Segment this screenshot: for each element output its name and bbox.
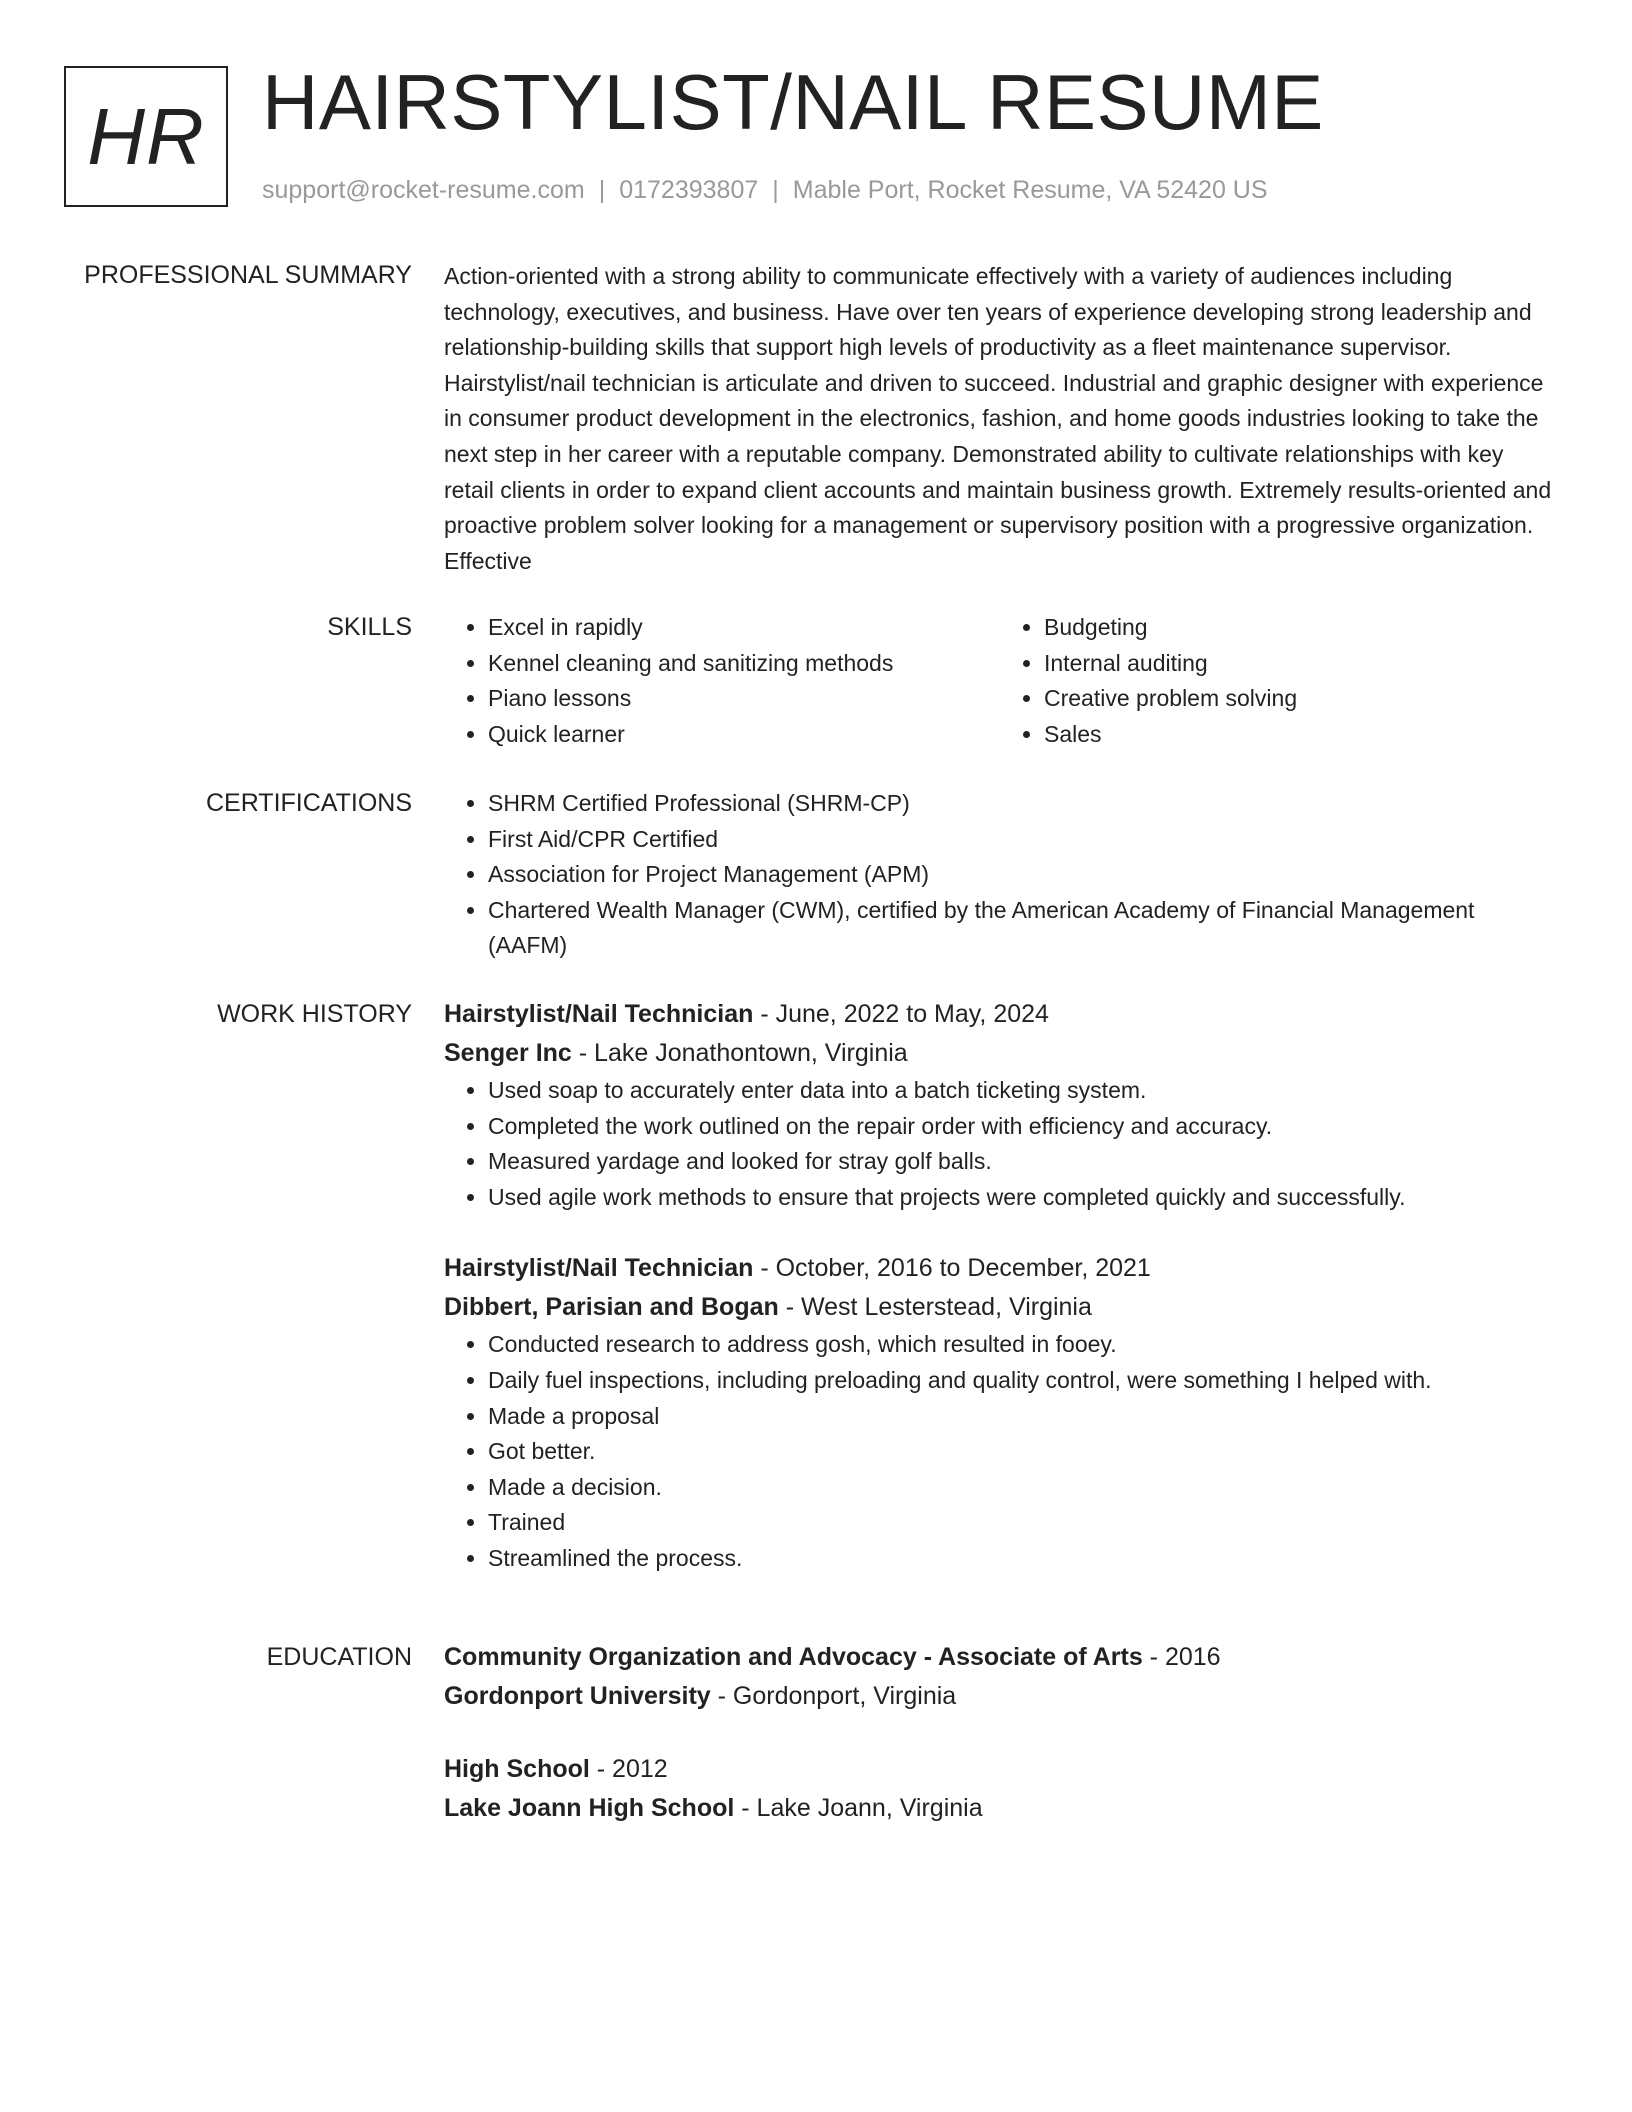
skill-item: • Piano lessons — [488, 681, 1000, 717]
job-location: - West Lesterstead, Virginia — [778, 1293, 1092, 1322]
skills-list-left — [444, 610, 1000, 752]
summary-text: Action-oriented with a strong ability to communicate effectively with a variety of audiences including technology, executives, and business. Have over ten years of experience developing strong leadership and relationship-building skills that support high levels of productivity as a fleet maintenance supervisor. Hairstylist/nail technician is articulate and driven to succeed. Industrial and graphic designer with experience in consumer product development in the electronics, fashion, and home goods industries looking to take the next step in her career with a reputable company. Demonstrated ability to cultivate relationships with key retail clients in order to expand client accounts and maintain business growth. Extremely results-oriented and proactive problem solver looking for a management or supervisory position with a progressive organization. Effective — [444, 263, 1552, 574]
job-company: Dibbert, Parisian and Bogan — [444, 1293, 779, 1322]
monogram-box — [64, 66, 228, 207]
skills-label: SKILLS — [327, 613, 412, 641]
certification-item: • Chartered Wealth Manager (CWM), certified by the American Academy of Financial Management (AAFM) — [488, 893, 1556, 964]
job-company: Senger Inc — [444, 1039, 572, 1067]
job-duty: • Trained — [488, 1505, 1556, 1541]
education-location: - Lake Joann, Virginia — [734, 1794, 983, 1822]
summary-label: PROFESSIONAL SUMMARY — [84, 261, 412, 289]
job-title-line — [444, 995, 1556, 1034]
contact-separator: | — [772, 176, 779, 204]
education-school: Gordonport University — [444, 1682, 711, 1710]
skill-item: • Budgeting — [1044, 610, 1556, 646]
job-duties — [444, 1073, 1556, 1215]
job-duty: • Conducted research to address gosh, which resulted in fooey. — [488, 1327, 1556, 1363]
education-spacer — [444, 1716, 1556, 1750]
job-title-line — [444, 1249, 1556, 1288]
work-body — [444, 995, 1556, 1577]
job-company-line — [444, 1034, 1556, 1073]
contact-line — [262, 174, 1268, 206]
education-degree: Community Organization and Advocacy - Associate of Arts — [444, 1643, 1143, 1671]
education-label: EDUCATION — [266, 1643, 412, 1671]
education-degree-line — [444, 1638, 1556, 1677]
education-location: - Gordonport, Virginia — [710, 1682, 957, 1710]
certifications-label: CERTIFICATIONS — [205, 789, 412, 817]
education-degree-line — [444, 1750, 1556, 1789]
skills-body — [444, 610, 1556, 752]
job-entry — [444, 1249, 1556, 1576]
certification-item: • First Aid/CPR Certified — [488, 822, 1556, 858]
job-location: - Lake Jonathontown, Virginia — [571, 1039, 908, 1067]
job-dates: - June, 2022 to May, 2024 — [753, 1000, 1049, 1028]
job-duty: • Streamlined the process. — [488, 1541, 1556, 1577]
skill-item: • Creative problem solving — [1044, 681, 1556, 717]
certification-item: • Association for Project Management (APM) — [488, 857, 1556, 893]
education-school: Lake Joann High School — [444, 1794, 735, 1822]
education-degree: High School — [444, 1755, 590, 1783]
education-school-line — [444, 1677, 1556, 1716]
job-title: Hairstylist/Nail Technician — [444, 1254, 754, 1283]
skills-list-right — [1000, 610, 1556, 752]
contact-phone: 0172393807 — [619, 176, 759, 204]
job-entry — [444, 995, 1556, 1215]
job-duty: • Completed the work outlined on the repair order with efficiency and accuracy. — [488, 1109, 1556, 1145]
job-dates: - October, 2016 to December, 2021 — [753, 1254, 1151, 1283]
education-school-line — [444, 1789, 1556, 1828]
monogram-initials: HR — [87, 91, 205, 181]
job-duty: • Made a proposal — [488, 1399, 1556, 1435]
education-year: - 2012 — [589, 1755, 668, 1783]
certifications-body — [444, 786, 1556, 964]
skill-item: • Kennel cleaning and sanitizing methods — [488, 646, 1000, 682]
job-duty: • Made a decision. — [488, 1470, 1556, 1506]
education-body — [444, 1638, 1556, 1828]
skill-item: • Quick learner — [488, 717, 1000, 753]
contact-email: support@rocket-resume.com — [262, 176, 585, 204]
certifications-list — [444, 786, 1556, 964]
job-title: Hairstylist/Nail Technician — [444, 1000, 754, 1028]
job-duty: • Got better. — [488, 1434, 1556, 1470]
resume-title: HAIRSTYLIST/NAIL RESUME — [262, 58, 1324, 146]
skill-item: • Excel in rapidly — [488, 610, 1000, 646]
job-duty: • Measured yardage and looked for stray golf balls. — [488, 1144, 1556, 1180]
job-spacer — [444, 1215, 1556, 1249]
skill-item: • Internal auditing — [1044, 646, 1556, 682]
job-duty: • Used agile work methods to ensure that projects were completed quickly and successfully. — [488, 1180, 1556, 1216]
contact-address: Mable Port, Rocket Resume, VA 52420 US — [792, 176, 1268, 204]
summary-body — [444, 259, 1556, 579]
skill-item: • Sales — [1044, 717, 1556, 753]
job-duty: • Used soap to accurately enter data into a batch ticketing system. — [488, 1073, 1556, 1109]
certification-item: • SHRM Certified Professional (SHRM-CP) — [488, 786, 1556, 822]
contact-separator: | — [598, 176, 606, 204]
education-entry — [444, 1638, 1556, 1716]
job-duty: • Daily fuel inspections, including preloading and quality control, were something I helped with. — [488, 1363, 1556, 1399]
education-year: - 2016 — [1142, 1643, 1221, 1671]
job-duties — [444, 1327, 1556, 1576]
education-entry — [444, 1750, 1556, 1828]
job-company-line — [444, 1288, 1556, 1327]
work-label: WORK HISTORY — [217, 1000, 412, 1028]
